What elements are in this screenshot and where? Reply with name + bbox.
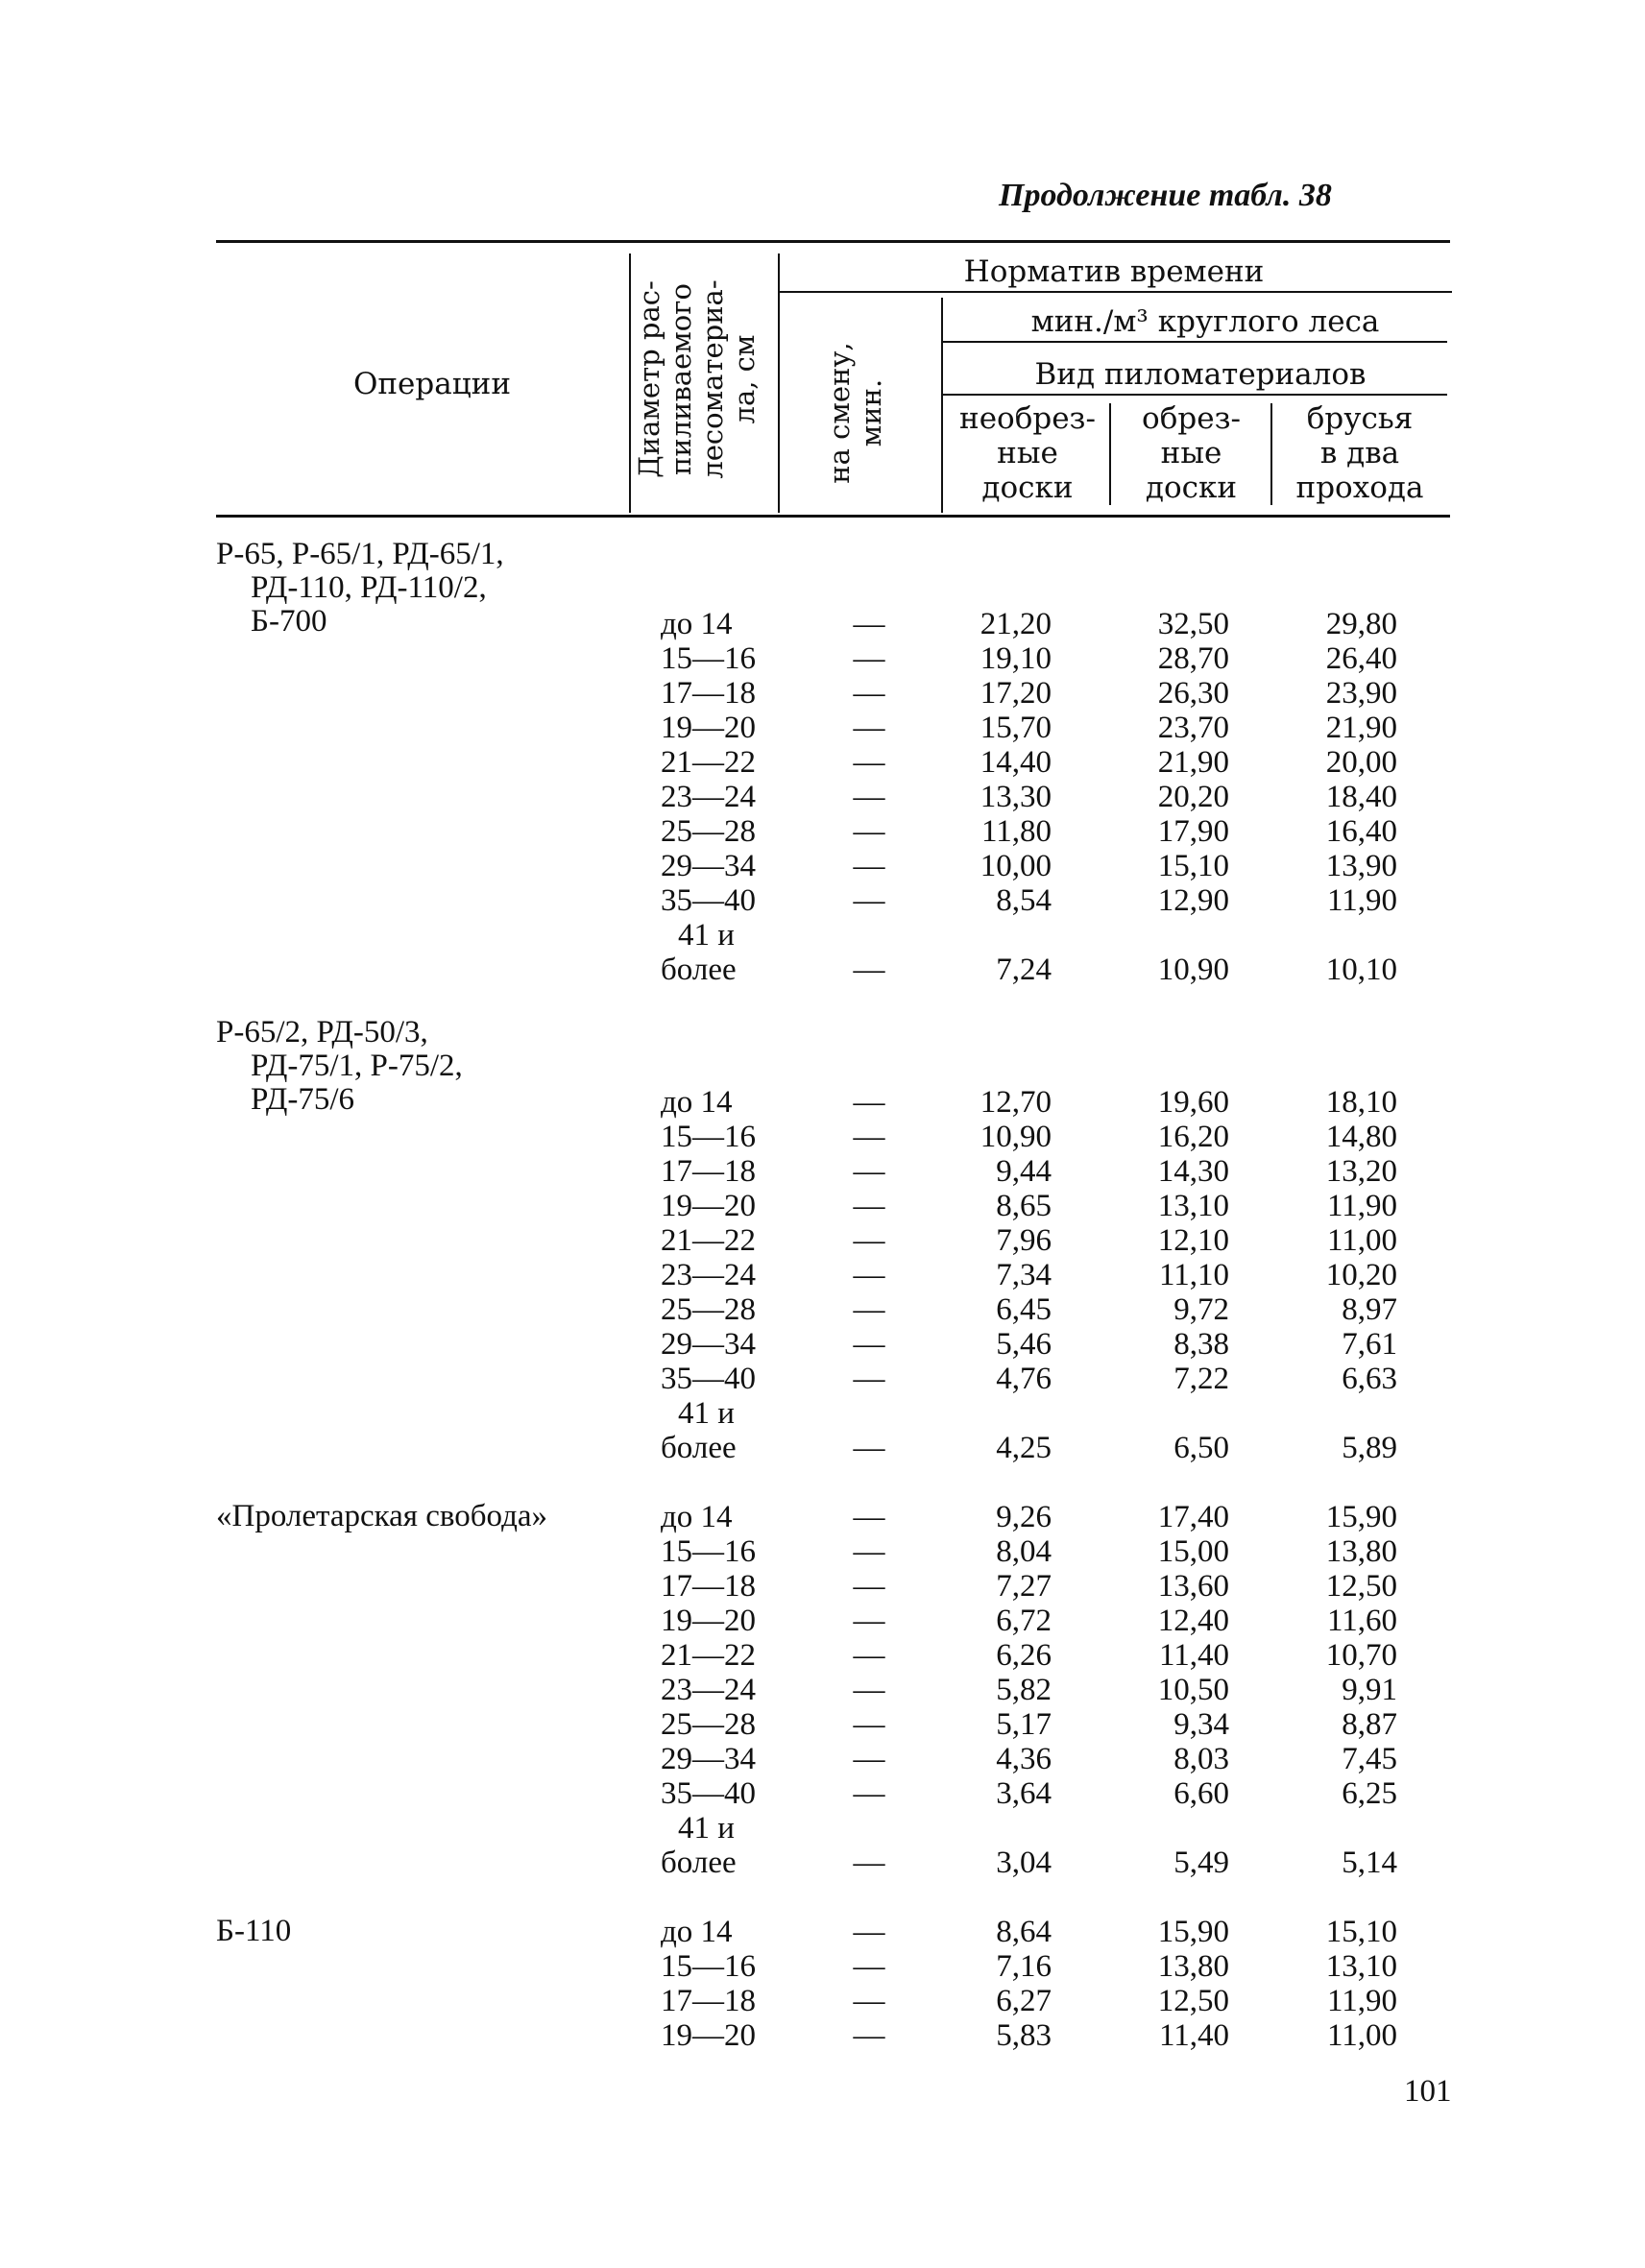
shift-cell: — — [853, 1915, 885, 1949]
unedged-cell: 7,27 — [996, 1569, 1052, 1604]
edged-cell: 28,70 — [1157, 641, 1229, 676]
header-vline-5 — [1270, 403, 1272, 505]
diameter-cell: 17—18 — [661, 1569, 756, 1604]
operation-name-line: Р-65, Р-65/1, РД-65/1, — [216, 537, 504, 571]
edged-cell: 15,10 — [1157, 849, 1229, 883]
shift-cell: — — [853, 953, 885, 987]
unedged-cell: 19,10 — [980, 641, 1052, 676]
edged-cell: 17,90 — [1157, 814, 1229, 849]
header-col-edged — [1112, 401, 1270, 505]
table-row — [216, 849, 1455, 883]
edged-cell: 11,40 — [1158, 1638, 1229, 1673]
diameter-cell: 25—28 — [661, 1707, 756, 1742]
diameter-cell: до 14 — [661, 1915, 733, 1949]
table-row — [216, 1082, 1455, 1120]
table-row — [216, 1707, 1455, 1742]
beams-cell: 10,70 — [1325, 1638, 1397, 1673]
table-row — [216, 1569, 1455, 1604]
beams-cell: 14,80 — [1325, 1120, 1397, 1154]
shift-cell: — — [853, 1984, 885, 2018]
beams-cell: 13,80 — [1325, 1534, 1397, 1569]
shift-cell: — — [853, 745, 885, 780]
operation-group — [216, 1016, 1455, 1465]
beams-cell: 18,40 — [1325, 780, 1397, 814]
header-per-m3: мин./м³ круглого леса — [1030, 304, 1380, 339]
beams-cell: 26,40 — [1325, 641, 1397, 676]
unedged-cell: 21,20 — [980, 607, 1052, 641]
beams-cell: 11,90 — [1326, 883, 1397, 918]
edged-cell: 8,38 — [1173, 1327, 1229, 1362]
shift-cell: — — [853, 676, 885, 711]
beams-cell: 29,80 — [1325, 607, 1397, 641]
edged-cell: 13,60 — [1157, 1569, 1229, 1604]
shift-cell: — — [853, 1846, 885, 1880]
shift-cell: — — [853, 1120, 885, 1154]
edged-cell: 5,49 — [1173, 1846, 1229, 1880]
diameter-cell: до 14 — [661, 607, 733, 641]
table-row — [216, 1292, 1455, 1327]
diameter-cell: 21—22 — [661, 1638, 756, 1673]
shift-cell: — — [853, 1569, 885, 1604]
table-row — [216, 1949, 1455, 1984]
diameter-cell: 19—20 — [661, 2018, 756, 2053]
beams-cell: 18,10 — [1325, 1085, 1397, 1120]
table-row — [216, 1915, 1455, 1949]
header-col-beams — [1273, 401, 1446, 505]
edged-cell: 9,34 — [1173, 1707, 1229, 1742]
header-per-shift-line: на смену, — [823, 342, 856, 484]
unedged-cell: 7,16 — [996, 1949, 1052, 1984]
table-body — [216, 538, 1455, 2053]
header-operations: Операции — [352, 367, 511, 401]
shift-cell: — — [853, 849, 885, 883]
diameter-cell: 23—24 — [661, 1258, 756, 1292]
edged-cell: 16,20 — [1157, 1120, 1229, 1154]
edged-cell: 21,90 — [1157, 745, 1229, 780]
shift-cell: — — [853, 1431, 885, 1465]
shift-cell: — — [853, 1776, 885, 1811]
diameter-cell: 17—18 — [661, 676, 756, 711]
table-row — [216, 1223, 1455, 1258]
table-row — [216, 1811, 1455, 1880]
shift-cell: — — [853, 2018, 885, 2053]
edged-cell: 14,30 — [1157, 1154, 1229, 1189]
beams-cell: 20,00 — [1325, 745, 1397, 780]
shift-cell: — — [853, 1189, 885, 1223]
unedged-cell: 6,26 — [996, 1638, 1052, 1673]
header-diameter — [634, 259, 761, 499]
shift-cell: — — [853, 1223, 885, 1258]
shift-cell: — — [853, 1534, 885, 1569]
table-row — [216, 1120, 1455, 1154]
operation-group — [216, 538, 1455, 987]
unedged-cell: 9,44 — [996, 1154, 1052, 1189]
operation-name-line: Б-110 — [216, 1914, 292, 1948]
unedged-cell: 6,72 — [996, 1604, 1052, 1638]
table-row — [216, 1742, 1455, 1776]
diameter-cell: 25—28 — [661, 1292, 756, 1327]
edged-cell: 12,90 — [1157, 883, 1229, 918]
table-row — [216, 1258, 1455, 1292]
unedged-cell: 4,25 — [996, 1431, 1052, 1465]
beams-cell: 11,00 — [1326, 1223, 1397, 1258]
table-row — [216, 676, 1455, 711]
beams-cell: 12,50 — [1325, 1569, 1397, 1604]
unedged-cell: 13,30 — [980, 780, 1052, 814]
operation-name-line: Р-65/2, РД-50/3, — [216, 1015, 428, 1050]
table-row — [216, 1362, 1455, 1396]
diameter-cell: 15—16 — [661, 1534, 756, 1569]
diameter-cell: 15—16 — [661, 1120, 756, 1154]
table-row — [216, 780, 1455, 814]
beams-cell: 8,87 — [1342, 1707, 1397, 1742]
diameter-cell-line: более — [661, 1431, 737, 1465]
header-col-line: прохода — [1295, 470, 1424, 505]
diameter-cell: 35—40 — [661, 1362, 756, 1396]
diameter-cell-line: 41 и — [678, 1396, 735, 1431]
header-norm-rule — [780, 291, 1452, 293]
edged-cell: 20,20 — [1157, 780, 1229, 814]
diameter-cell — [661, 1811, 805, 1880]
unedged-cell: 12,70 — [980, 1085, 1052, 1120]
beams-cell: 7,61 — [1342, 1327, 1397, 1362]
table-row — [216, 641, 1455, 676]
table-caption: Продолжение табл. 38 — [999, 178, 1332, 213]
header-col-line: ные — [1160, 436, 1222, 470]
shift-cell: — — [853, 1742, 885, 1776]
diameter-cell: 21—22 — [661, 1223, 756, 1258]
unedged-cell: 8,54 — [996, 883, 1052, 918]
operation-name-line: РД-75/6 — [251, 1082, 355, 1117]
table-row — [216, 1189, 1455, 1223]
header-vline-1 — [629, 253, 631, 513]
edged-cell: 10,50 — [1157, 1673, 1229, 1707]
header-col-line: необрез- — [959, 401, 1096, 436]
unedged-cell: 4,36 — [996, 1742, 1052, 1776]
diameter-cell: 17—18 — [661, 1154, 756, 1189]
unedged-cell: 8,65 — [996, 1189, 1052, 1223]
diameter-cell: 15—16 — [661, 641, 756, 676]
diameter-cell — [661, 1396, 805, 1465]
shift-cell: — — [853, 711, 885, 745]
table-row — [216, 745, 1455, 780]
diameter-cell: 35—40 — [661, 883, 756, 918]
diameter-cell: 15—16 — [661, 1949, 756, 1984]
table-row — [216, 1776, 1455, 1811]
edged-cell: 26,30 — [1157, 676, 1229, 711]
table-row — [216, 814, 1455, 849]
edged-cell: 12,50 — [1157, 1984, 1229, 2018]
unedged-cell: 14,40 — [980, 745, 1052, 780]
spacer-row — [216, 1016, 1455, 1050]
shift-cell: — — [853, 1500, 885, 1534]
unedged-cell: 17,20 — [980, 676, 1052, 711]
table-row — [216, 1638, 1455, 1673]
diameter-cell: 29—34 — [661, 849, 756, 883]
table-row — [216, 1604, 1455, 1638]
unedged-cell: 10,00 — [980, 849, 1052, 883]
edged-cell: 7,22 — [1173, 1362, 1229, 1396]
beams-cell: 11,90 — [1326, 1984, 1397, 2018]
diameter-cell: до 14 — [661, 1500, 733, 1534]
page-number: 101 — [1404, 2074, 1452, 2109]
header-lumber-kind: Вид пиломатериалов — [1034, 357, 1367, 392]
beams-cell: 8,97 — [1342, 1292, 1397, 1327]
shift-cell: — — [853, 1949, 885, 1984]
header-col-line: в два — [1319, 436, 1400, 470]
diameter-cell: 23—24 — [661, 1673, 756, 1707]
diameter-cell: 17—18 — [661, 1984, 756, 2018]
beams-cell: 13,20 — [1325, 1154, 1397, 1189]
edged-cell: 11,10 — [1158, 1258, 1229, 1292]
spacer-row — [216, 572, 1455, 607]
unedged-cell: 7,34 — [996, 1258, 1052, 1292]
header-per-shift — [824, 326, 887, 499]
diameter-cell: 21—22 — [661, 745, 756, 780]
edged-cell: 6,60 — [1173, 1776, 1229, 1811]
edged-cell: 15,90 — [1157, 1915, 1229, 1949]
table-row — [216, 604, 1455, 641]
diameter-cell-line: более — [661, 1846, 737, 1880]
unedged-cell: 6,27 — [996, 1984, 1052, 2018]
diameter-cell-line: 41 и — [678, 1811, 735, 1846]
edged-cell: 10,90 — [1157, 953, 1229, 987]
diameter-cell: 29—34 — [661, 1327, 756, 1362]
shift-cell: — — [853, 1604, 885, 1638]
beams-cell: 9,91 — [1342, 1673, 1397, 1707]
beams-cell: 13,90 — [1325, 849, 1397, 883]
table-row — [216, 1154, 1455, 1189]
operation-name-line: РД-110, РД-110/2, — [251, 570, 487, 605]
shift-cell: — — [853, 1638, 885, 1673]
operation-group — [216, 1915, 1455, 2053]
beams-cell: 21,90 — [1325, 711, 1397, 745]
header-col-line: доски — [981, 470, 1074, 505]
table-row — [216, 1327, 1455, 1362]
diameter-cell: 19—20 — [661, 711, 756, 745]
header-kind-rule — [943, 394, 1447, 396]
unedged-cell: 5,83 — [996, 2018, 1052, 2053]
header-col-line: доски — [1145, 470, 1238, 505]
edged-cell: 11,40 — [1158, 2018, 1229, 2053]
table-row — [216, 883, 1455, 918]
unedged-cell: 11,80 — [980, 814, 1052, 849]
beams-cell: 23,90 — [1325, 676, 1397, 711]
diameter-cell: до 14 — [661, 1085, 733, 1120]
edged-cell: 12,10 — [1157, 1223, 1229, 1258]
operation-name-line: «Пролетарская свобода» — [216, 1499, 548, 1533]
unedged-cell: 8,64 — [996, 1915, 1052, 1949]
table-row — [216, 1500, 1455, 1534]
shift-cell: — — [853, 1327, 885, 1362]
header-per-shift-line: мин. — [855, 378, 887, 447]
beams-cell: 5,89 — [1342, 1431, 1397, 1465]
unedged-cell: 4,76 — [996, 1362, 1052, 1396]
table-row — [216, 1396, 1455, 1465]
beams-cell: 11,90 — [1326, 1189, 1397, 1223]
edged-cell: 19,60 — [1157, 1085, 1229, 1120]
table-row — [216, 711, 1455, 745]
operation-name-line: Б-700 — [251, 604, 327, 639]
shift-cell: — — [853, 1258, 885, 1292]
header-diameter-line: пиливаемого — [665, 283, 697, 475]
shift-cell: — — [853, 1154, 885, 1189]
shift-cell: — — [853, 607, 885, 641]
edged-cell: 32,50 — [1157, 607, 1229, 641]
header-diameter-line: ла, см — [728, 334, 761, 424]
shift-cell: — — [853, 1707, 885, 1742]
beams-cell: 11,60 — [1326, 1604, 1397, 1638]
beams-cell: 15,90 — [1325, 1500, 1397, 1534]
edged-cell: 8,03 — [1173, 1742, 1229, 1776]
shift-cell: — — [853, 1292, 885, 1327]
table-row — [216, 2018, 1455, 2053]
header-col-line: ные — [997, 436, 1058, 470]
unedged-cell: 9,26 — [996, 1500, 1052, 1534]
diameter-cell — [661, 918, 805, 987]
beams-cell: 6,25 — [1342, 1776, 1397, 1811]
shift-cell: — — [853, 780, 885, 814]
shift-cell: — — [853, 641, 885, 676]
edged-cell: 9,72 — [1173, 1292, 1229, 1327]
unedged-cell: 6,45 — [996, 1292, 1052, 1327]
spacer-row — [216, 1050, 1455, 1085]
edged-cell: 13,80 — [1157, 1949, 1229, 1984]
unedged-cell: 8,04 — [996, 1534, 1052, 1569]
unedged-cell: 3,04 — [996, 1846, 1052, 1880]
shift-cell: — — [853, 1362, 885, 1396]
shift-cell: — — [853, 1673, 885, 1707]
diameter-cell: 25—28 — [661, 814, 756, 849]
table-row — [216, 1984, 1455, 2018]
edged-cell: 12,40 — [1157, 1604, 1229, 1638]
header-vline-4 — [1109, 403, 1111, 505]
beams-cell: 15,10 — [1325, 1915, 1397, 1949]
unedged-cell: 3,64 — [996, 1776, 1052, 1811]
beams-cell: 6,63 — [1342, 1362, 1397, 1396]
header-vline-3 — [941, 298, 943, 513]
diameter-cell: 19—20 — [661, 1189, 756, 1223]
operation-name-line: РД-75/1, Р-75/2, — [251, 1049, 463, 1083]
beams-cell: 5,14 — [1342, 1846, 1397, 1880]
edged-cell: 17,40 — [1157, 1500, 1229, 1534]
header-m3-rule — [943, 341, 1447, 343]
edged-cell: 15,00 — [1157, 1534, 1229, 1569]
unedged-cell: 10,90 — [980, 1120, 1052, 1154]
beams-cell: 16,40 — [1325, 814, 1397, 849]
header-diameter-line: Диаметр рас- — [633, 280, 665, 478]
table-row — [216, 1534, 1455, 1569]
header-col-unedged — [946, 401, 1109, 505]
edged-cell: 23,70 — [1157, 711, 1229, 745]
shift-cell: — — [853, 814, 885, 849]
shift-cell: — — [853, 1085, 885, 1120]
table-row — [216, 1673, 1455, 1707]
header-col-line: обрез- — [1142, 401, 1241, 436]
unedged-cell: 7,96 — [996, 1223, 1052, 1258]
diameter-cell-line: более — [661, 953, 737, 987]
spacer-row — [216, 538, 1455, 572]
header-diameter-line: лесоматериа- — [696, 279, 729, 479]
beams-cell: 13,10 — [1325, 1949, 1397, 1984]
beams-cell: 10,20 — [1325, 1258, 1397, 1292]
header-bottom-rule — [216, 515, 1450, 518]
unedged-cell: 15,70 — [980, 711, 1052, 745]
diameter-cell: 23—24 — [661, 780, 756, 814]
header-norm-time: Норматив времени — [963, 254, 1265, 289]
edged-cell: 6,50 — [1173, 1431, 1229, 1465]
diameter-cell: 35—40 — [661, 1776, 756, 1811]
unedged-cell: 5,82 — [996, 1673, 1052, 1707]
header-top-rule — [216, 240, 1450, 243]
diameter-cell: 19—20 — [661, 1604, 756, 1638]
edged-cell: 13,10 — [1157, 1189, 1229, 1223]
beams-cell: 7,45 — [1342, 1742, 1397, 1776]
operation-group — [216, 1500, 1455, 1880]
diameter-cell-line: 41 и — [678, 918, 735, 953]
unedged-cell: 5,46 — [996, 1327, 1052, 1362]
shift-cell: — — [853, 883, 885, 918]
header-col-line: брусья — [1306, 401, 1414, 436]
table-row — [216, 918, 1455, 987]
diameter-cell: 29—34 — [661, 1742, 756, 1776]
beams-cell: 11,00 — [1326, 2018, 1397, 2053]
unedged-cell: 5,17 — [996, 1707, 1052, 1742]
unedged-cell: 7,24 — [996, 953, 1052, 987]
beams-cell: 10,10 — [1325, 953, 1397, 987]
